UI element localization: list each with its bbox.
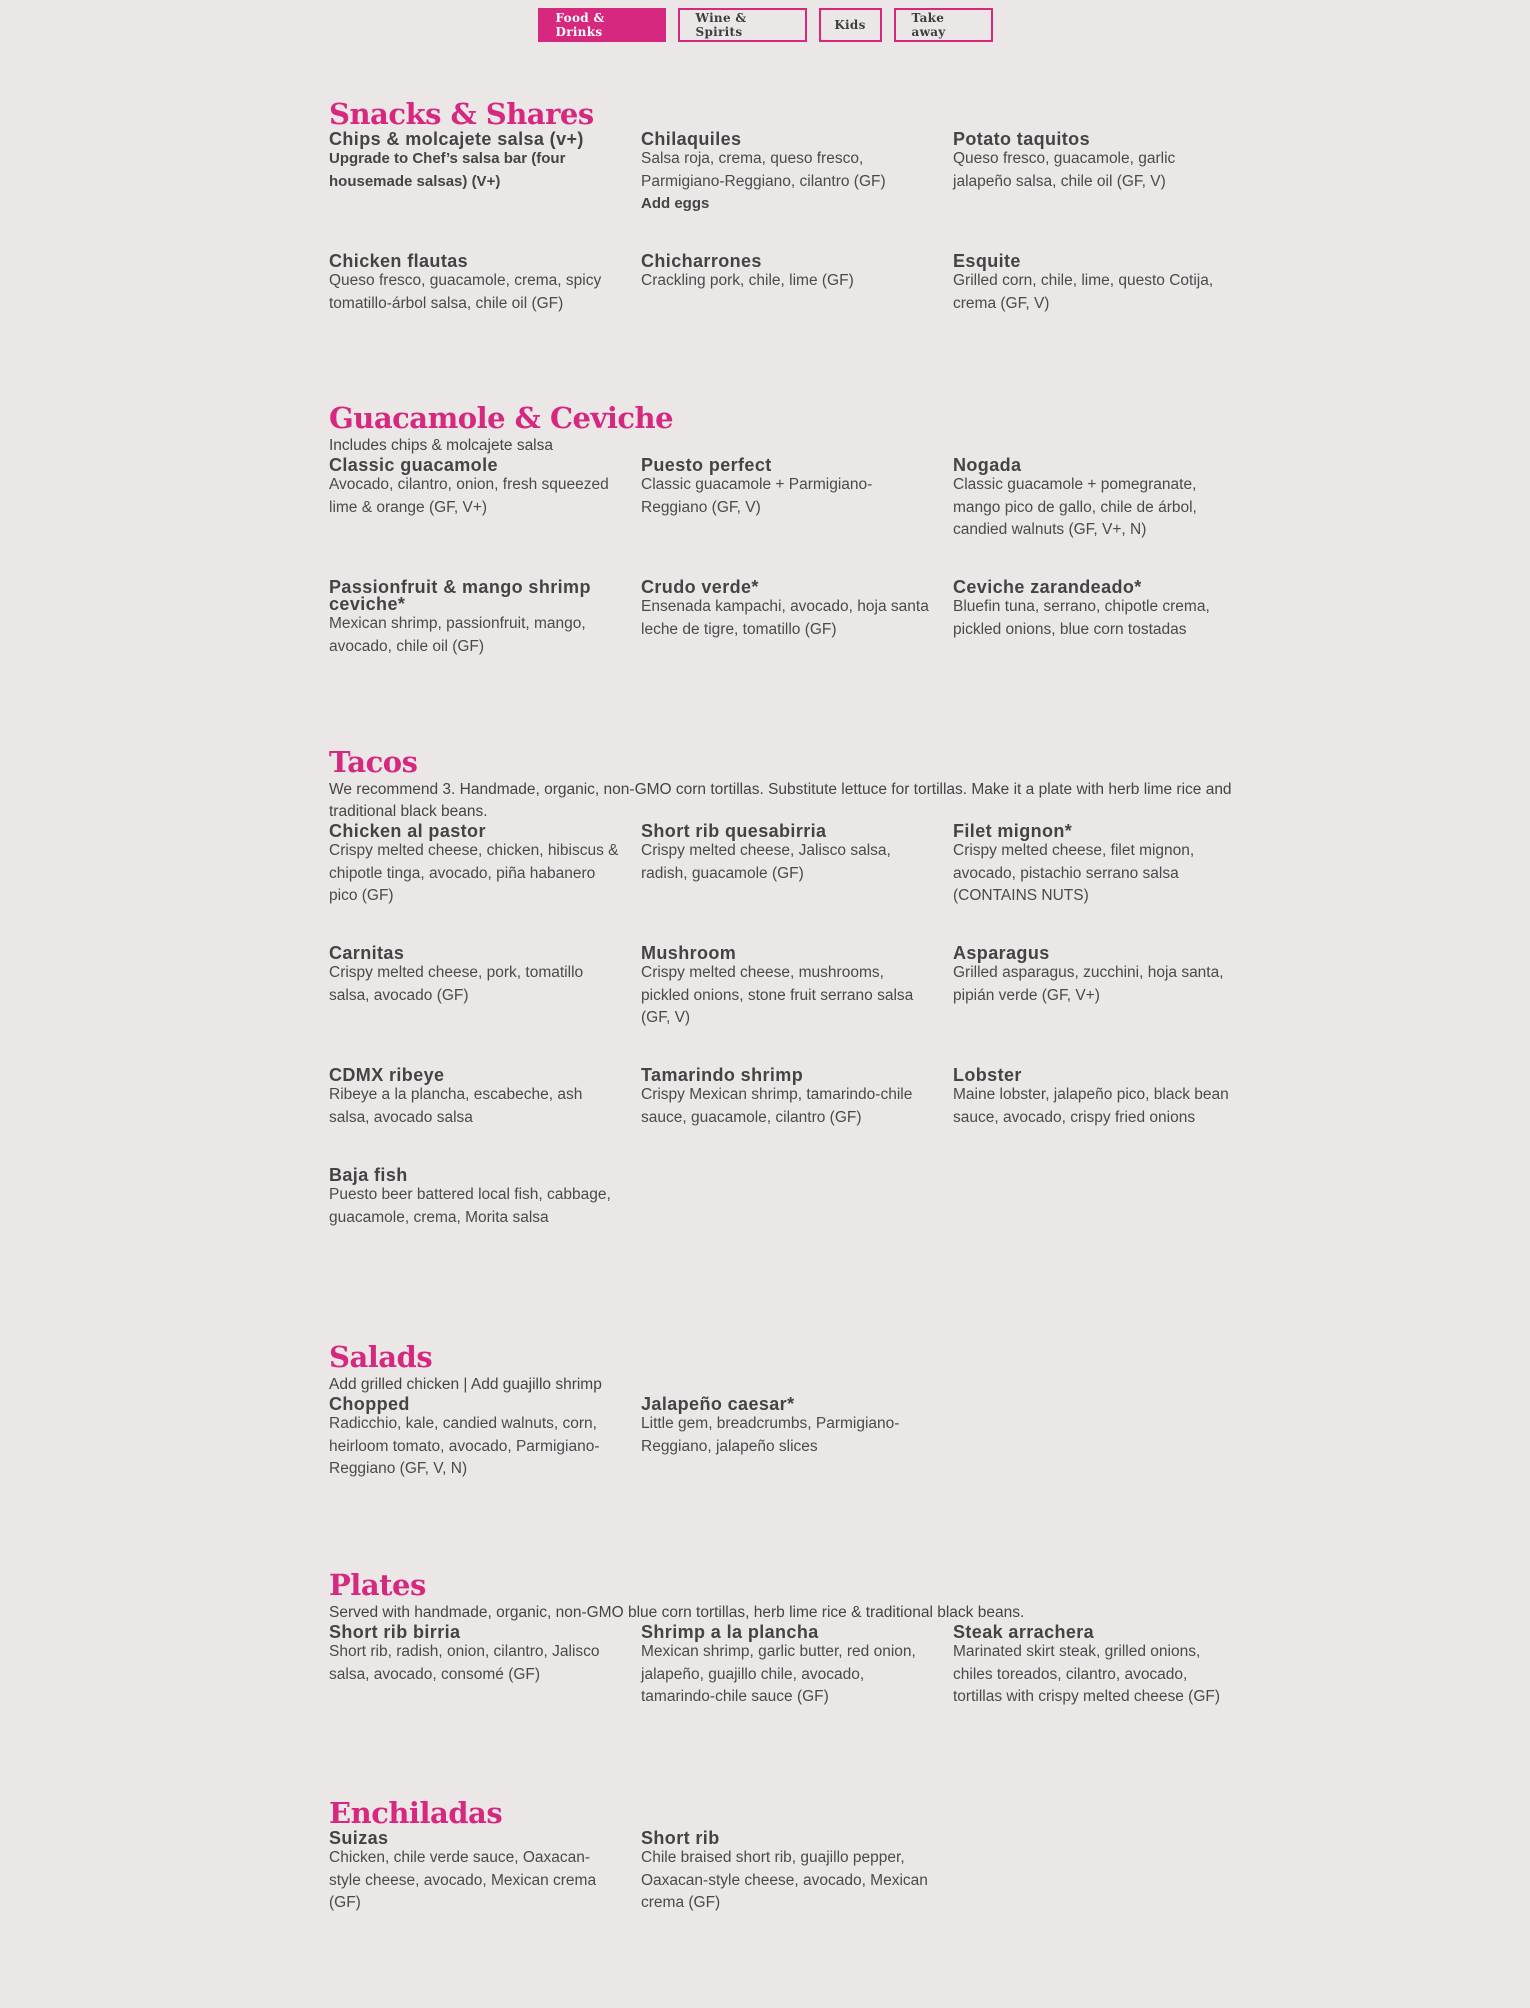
menu-item bbox=[641, 1067, 953, 1167]
menu-item bbox=[329, 457, 641, 579]
menu-tabs bbox=[0, 8, 1530, 42]
item-name: Filet mignon* bbox=[953, 821, 1073, 841]
item-name: Esquite bbox=[953, 251, 1021, 271]
section-intro: We recommend 3. Handmade, organic, non-GMO corn tortillas. Substitute lettuce for tortillas. Make it a plate with herb lime rice and traditional black beans. bbox=[329, 781, 1232, 820]
menu-item bbox=[329, 1396, 641, 1481]
item-name: Crudo verde* bbox=[641, 577, 759, 597]
item-name: Chicharrones bbox=[641, 251, 762, 271]
item-description: Crispy melted cheese, Jalisco salsa, radish, guacamole (GF) bbox=[641, 842, 891, 882]
section-plates bbox=[329, 1568, 1249, 1709]
item-description: Chicken, chile verde sauce, Oaxacan-style cheese, avocado, Mexican crema (GF) bbox=[329, 1849, 597, 1911]
item-description: Puesto beer battered local fish, cabbage, guacamole, crema, Morita salsa bbox=[329, 1186, 611, 1226]
item-name: Mushroom bbox=[641, 943, 737, 963]
menu-item bbox=[329, 1167, 641, 1229]
menu-item bbox=[641, 1624, 953, 1709]
menu-item bbox=[329, 823, 641, 945]
menu-grid bbox=[329, 823, 1249, 1229]
item-name: Puesto perfect bbox=[641, 455, 772, 475]
section-title: Plates bbox=[329, 1568, 426, 1602]
item-name: Baja fish bbox=[329, 1165, 408, 1185]
item-name: Short rib birria bbox=[329, 1622, 461, 1642]
section-tacos bbox=[329, 745, 1249, 1229]
menu-item bbox=[329, 1067, 641, 1167]
section-title: Guacamole & Ceviche bbox=[329, 401, 674, 435]
item-name: Chicken flautas bbox=[329, 251, 469, 271]
menu-item bbox=[329, 945, 641, 1067]
item-description: Grilled corn, chile, lime, questo Cotija, crema (GF, V) bbox=[953, 272, 1214, 312]
section-guacamole-ceviche bbox=[329, 401, 1249, 658]
item-description: Queso fresco, guacamole, garlic jalapeño salsa, chile oil (GF, V) bbox=[953, 150, 1176, 190]
item-description: Maine lobster, jalapeño pico, black bean sauce, avocado, crispy fried onions bbox=[953, 1086, 1229, 1126]
item-name: Chicken al pastor bbox=[329, 821, 486, 841]
item-description: Grilled asparagus, zucchini, hoja santa, pipián verde (GF, V+) bbox=[953, 964, 1224, 1004]
item-name: Asparagus bbox=[953, 943, 1050, 963]
menu-item bbox=[953, 1624, 1249, 1709]
menu-item bbox=[953, 579, 1249, 658]
menu-item bbox=[953, 131, 1249, 253]
item-description: Short rib, radish, onion, cilantro, Jalisco salsa, avocado, consomé (GF) bbox=[329, 1643, 600, 1683]
item-name: Carnitas bbox=[329, 943, 405, 963]
item-description: Avocado, cilantro, onion, fresh squeezed lime & orange (GF, V+) bbox=[329, 476, 609, 516]
tab-kids[interactable]: Kids bbox=[819, 8, 882, 42]
item-description: Crackling pork, chile, lime (GF) bbox=[641, 272, 854, 289]
menu-grid bbox=[329, 457, 1249, 658]
section-enchiladas bbox=[329, 1796, 1249, 1915]
menu-item bbox=[329, 1624, 641, 1709]
menu-item bbox=[329, 1830, 641, 1915]
item-description: Mexican shrimp, garlic butter, red onion, jalapeño, guajillo chile, avocado, tamarindo-chile sauce (GF) bbox=[641, 1643, 916, 1705]
menu-item bbox=[953, 457, 1249, 579]
menu-item bbox=[641, 1396, 953, 1481]
menu-item bbox=[641, 253, 953, 315]
menu-item bbox=[953, 823, 1249, 945]
section-intro: Add grilled chicken | Add guajillo shrimp bbox=[329, 1376, 602, 1393]
item-name: Potato taquitos bbox=[953, 129, 1090, 149]
menu-item bbox=[953, 1067, 1249, 1167]
item-name: Jalapeño caesar* bbox=[641, 1394, 795, 1414]
section-snacks-shares bbox=[329, 97, 1249, 315]
item-description: Salsa roja, crema, queso fresco, Parmigiano-Reggiano, cilantro (GF) bbox=[641, 150, 886, 190]
item-description: Little gem, breadcrumbs, Parmigiano-Reggiano, jalapeño slices bbox=[641, 1415, 900, 1455]
tab-take-away[interactable]: Take away bbox=[894, 8, 993, 42]
tab-food-drinks[interactable]: Food & Drinks bbox=[538, 8, 666, 42]
item-description: Crispy melted cheese, pork, tomatillo salsa, avocado (GF) bbox=[329, 964, 584, 1004]
item-description: Classic guacamole + pomegranate, mango pico de gallo, chile de árbol, candied walnuts (GF, V+, N) bbox=[953, 476, 1197, 538]
section-title: Salads bbox=[329, 1340, 433, 1374]
menu-item bbox=[641, 457, 953, 579]
item-name: Tamarindo shrimp bbox=[641, 1065, 804, 1085]
section-intro: Includes chips & molcajete salsa bbox=[329, 437, 554, 454]
menu-item bbox=[641, 579, 953, 658]
item-description: Marinated skirt steak, grilled onions, chiles toreados, cilantro, avocado, tortillas with crispy melted cheese (GF) bbox=[953, 1643, 1221, 1705]
menu-grid bbox=[329, 131, 1249, 315]
menu-item bbox=[641, 131, 953, 253]
item-name: Nogada bbox=[953, 455, 1022, 475]
item-upgrade-note: Upgrade to Chef’s salsa bar (four housemade salsas) (V+) bbox=[329, 150, 566, 190]
item-name: Short rib bbox=[641, 1828, 720, 1848]
menu-item bbox=[641, 1830, 953, 1915]
menu-item bbox=[641, 945, 953, 1067]
item-description: Mexican shrimp, passionfruit, mango, avocado, chile oil (GF) bbox=[329, 615, 586, 655]
item-name: Shrimp a la plancha bbox=[641, 1622, 819, 1642]
section-title: Tacos bbox=[329, 745, 418, 779]
item-description: Crispy melted cheese, mushrooms, pickled onions, stone fruit serrano salsa (GF, V) bbox=[641, 964, 914, 1026]
item-description: Chile braised short rib, guajillo pepper, Oaxacan-style cheese, avocado, Mexican crema (GF) bbox=[641, 1849, 928, 1911]
item-name: Steak arrachera bbox=[953, 1622, 1095, 1642]
item-description: Crispy melted cheese, chicken, hibiscus & chipotle tinga, avocado, piña habanero pico (GF) bbox=[329, 842, 619, 904]
item-name: Classic guacamole bbox=[329, 455, 498, 475]
menu-item bbox=[329, 253, 641, 315]
menu-grid bbox=[329, 1396, 1249, 1481]
item-description: Ensenada kampachi, avocado, hoja santa leche de tigre, tomatillo (GF) bbox=[641, 598, 929, 638]
section-title: Enchiladas bbox=[329, 1796, 503, 1830]
item-name: Short rib quesabirria bbox=[641, 821, 827, 841]
item-description: Queso fresco, guacamole, crema, spicy tomatillo-árbol salsa, chile oil (GF) bbox=[329, 272, 602, 312]
menu-item bbox=[329, 131, 641, 253]
item-name: CDMX ribeye bbox=[329, 1065, 445, 1085]
item-name: Chips & molcajete salsa (v+) bbox=[329, 129, 584, 149]
menu-item bbox=[953, 253, 1249, 315]
item-description: Radicchio, kale, candied walnuts, corn, heirloom tomato, avocado, Parmigiano-Reggiano (GF, V, N) bbox=[329, 1415, 600, 1477]
menu-grid bbox=[329, 1830, 1249, 1915]
section-title: Snacks & Shares bbox=[329, 97, 594, 131]
item-name: Chilaquiles bbox=[641, 129, 742, 149]
menu-item bbox=[641, 823, 953, 945]
section-intro: Served with handmade, organic, non-GMO blue corn tortillas, herb lime rice & traditional black beans. bbox=[329, 1604, 1025, 1621]
item-name: Passionfruit & mango shrimp ceviche* bbox=[329, 577, 591, 614]
item-description: Classic guacamole + Parmigiano-Reggiano (GF, V) bbox=[641, 476, 873, 516]
item-name: Chopped bbox=[329, 1394, 410, 1414]
section-salads bbox=[329, 1340, 1249, 1481]
item-description: Ribeye a la plancha, escabeche, ash salsa, avocado salsa bbox=[329, 1086, 583, 1126]
menu-grid bbox=[329, 1624, 1249, 1709]
item-name: Suizas bbox=[329, 1828, 389, 1848]
menu-item bbox=[953, 945, 1249, 1067]
item-add-on: Add eggs bbox=[641, 195, 710, 212]
item-name: Ceviche zarandeado* bbox=[953, 577, 1142, 597]
item-description: Bluefin tuna, serrano, chipotle crema, pickled onions, blue corn tostadas bbox=[953, 598, 1210, 638]
menu-item bbox=[329, 579, 641, 658]
item-description: Crispy Mexican shrimp, tamarindo-chile sauce, guacamole, cilantro (GF) bbox=[641, 1086, 913, 1126]
item-name: Lobster bbox=[953, 1065, 1022, 1085]
tab-wine-spirits[interactable]: Wine & Spirits bbox=[678, 8, 807, 42]
item-description: Crispy melted cheese, filet mignon, avocado, pistachio serrano salsa (CONTAINS NUTS) bbox=[953, 842, 1195, 904]
